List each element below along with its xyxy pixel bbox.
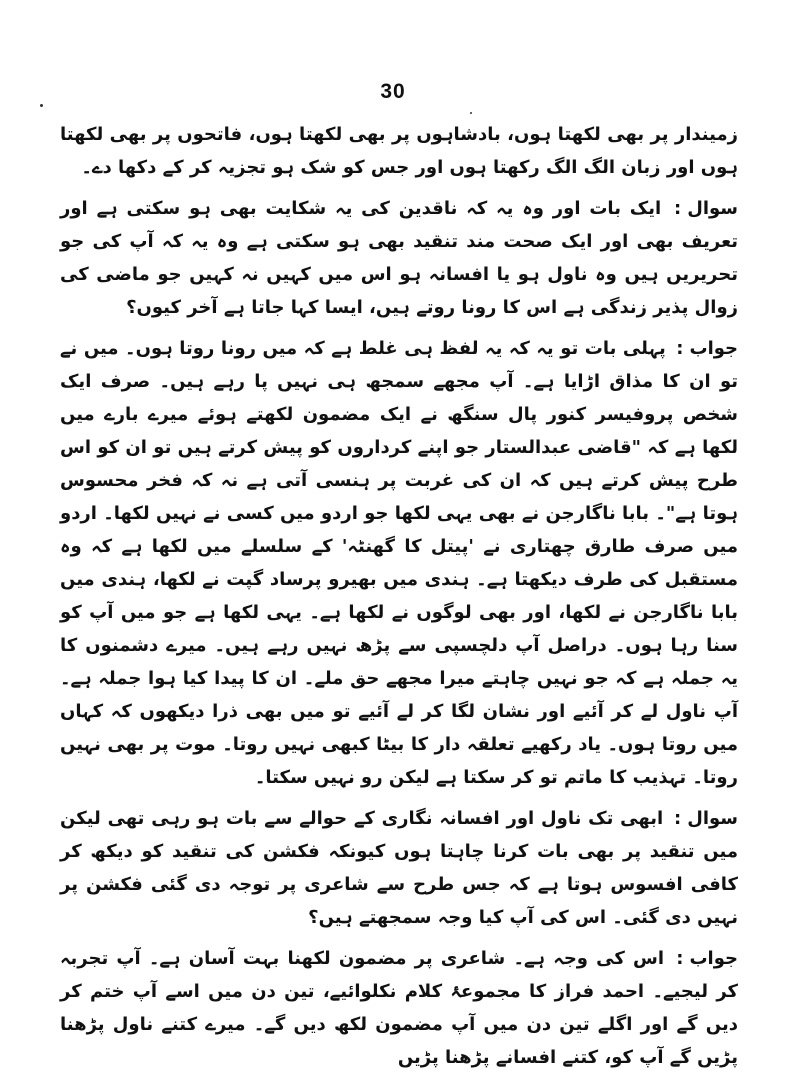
question-text: ابھی تک ناول اور افسانہ نگاری کے حوالے سے بات ہو رہی تھی لیکن میں تنقید پر بھی بات کرنا چاہتا ہوں کیونکہ فکشن کی تنقید کو دیکھ کر کافی افسوس ہوتا ہے کہ جس طرح سے شاعری پر توجہ دی گئی فکشن پر نہیں دی گئی۔ اس کی آپ کیا وجہ سمجھتے ہیں؟ bbox=[60, 808, 738, 928]
question-paragraph bbox=[60, 192, 738, 324]
question-paragraph bbox=[60, 802, 738, 934]
scan-speck bbox=[470, 112, 472, 114]
paragraph-intro bbox=[60, 118, 738, 184]
label-separator: : bbox=[676, 948, 684, 969]
interview-text bbox=[60, 118, 738, 1076]
page-number: 30 bbox=[380, 80, 406, 103]
answer-text: اس کی وجہ ہے۔ شاعری پر مضمون لکھنا بہت آسان ہے۔ آپ تجربہ کر لیجیے۔ احمد فراز کا مجموعۂ کلام نکلوائیے، تین دن میں اسے آپ ختم کر دیں گے اور اگلے تین دن میں آپ مضمون لکھ دیں گے۔ میرے کتنے ناول پڑھنا پڑیں گے آپ کو، کتنے افسانے پڑھنا پڑیں bbox=[60, 948, 738, 1068]
label-separator: : bbox=[674, 198, 682, 219]
answer-paragraph bbox=[60, 332, 738, 794]
question-label: سوال bbox=[687, 808, 738, 829]
answer-paragraph bbox=[60, 942, 738, 1074]
question-label: سوال bbox=[687, 198, 738, 219]
label-separator: : bbox=[676, 338, 684, 359]
answer-label: جواب bbox=[689, 948, 738, 969]
label-separator: : bbox=[674, 808, 682, 829]
question-text: ایک بات اور وہ یہ کہ ناقدین کی یہ شکایت بھی ہو سکتی ہے اور تعریف بھی اور ایک صحت مند تنقید بھی ہو سکتی ہے وہ یہ کہ آپ کی جو تحریریں ہیں وہ ناول ہو یا افسانہ ہو اس میں کہیں نہ کہیں جو ماضی کی زوال پذیر زندگی ہے اس کا رونا روتے ہیں، ایسا کہا جاتا ہے آخر کیوں؟ bbox=[60, 198, 738, 318]
scan-speck bbox=[40, 104, 43, 107]
answer-label: جواب bbox=[689, 338, 738, 359]
answer-text: پہلی بات تو یہ کہ یہ لفظ ہی غلط ہے کہ میں رونا روتا ہوں۔ میں نے تو ان کا مذاق اڑایا ہے۔ آپ مجھے سمجھ ہی نہیں پا رہے ہیں۔ صرف ایک شخص پروفیسر کنور پال سنگھ نے ایک مضمون لکھتے ہوئے میرے بارے میں لکھا ہے کہ "قاضی عبدالستار جو اپنے کرداروں کو پیش کرتے ہیں تو ان کو اس طرح پیش کرتے ہیں کہ ان کی غربت پر ہنسی آتی ہے نہ کہ فخر محسوس ہوتا ہے"۔ بابا ناگارجن نے بھی یہی لکھا جو اردو میں کسی نے نہیں لکھا۔ اردو میں صرف طارق چھتاری نے 'پیتل کا گھنٹہ' کے سلسلے میں لکھا ہے کہ وہ مستقبل کی طرف دیکھتا ہے۔ ہندی میں بھیرو پرساد گپت نے لکھا، ہندی میں بابا ناگارجن نے لکھا، اور بھی لوگوں نے لکھا ہے۔ یہی لکھا ہے جو میں آپ کو سنا رہا ہوں۔ دراصل آپ دلچسپی سے پڑھ نہیں رہے ہیں۔ میرے دشمنوں کا یہ جملہ ہے کہ جو نہیں چاہتے میرا مجھے حق ملے۔ ان کا پیدا کیا ہوا جملہ ہے۔ آپ ناول لے کر آئیے اور نشان لگا کر لے آئیے تو میں بھی ذرا دیکھوں کہ کہاں میں روتا ہوں۔ یاد رکھیے تعلقہ دار کا بیٹا کبھی نہیں روتا۔ موت پر بھی نہیں روتا۔ تہذیب کا ماتم تو کر سکتا ہے لیکن رو نہیں سکتا۔ bbox=[60, 338, 738, 788]
paragraph-text: زمیندار پر بھی لکھتا ہوں، بادشاہوں پر بھی لکھتا ہوں، فاتحوں پر بھی لکھتا ہوں اور زبان الگ الگ رکھتا ہوں اور جس کو شک ہو تجزیہ کر کے دکھا دے۔ bbox=[60, 124, 738, 178]
